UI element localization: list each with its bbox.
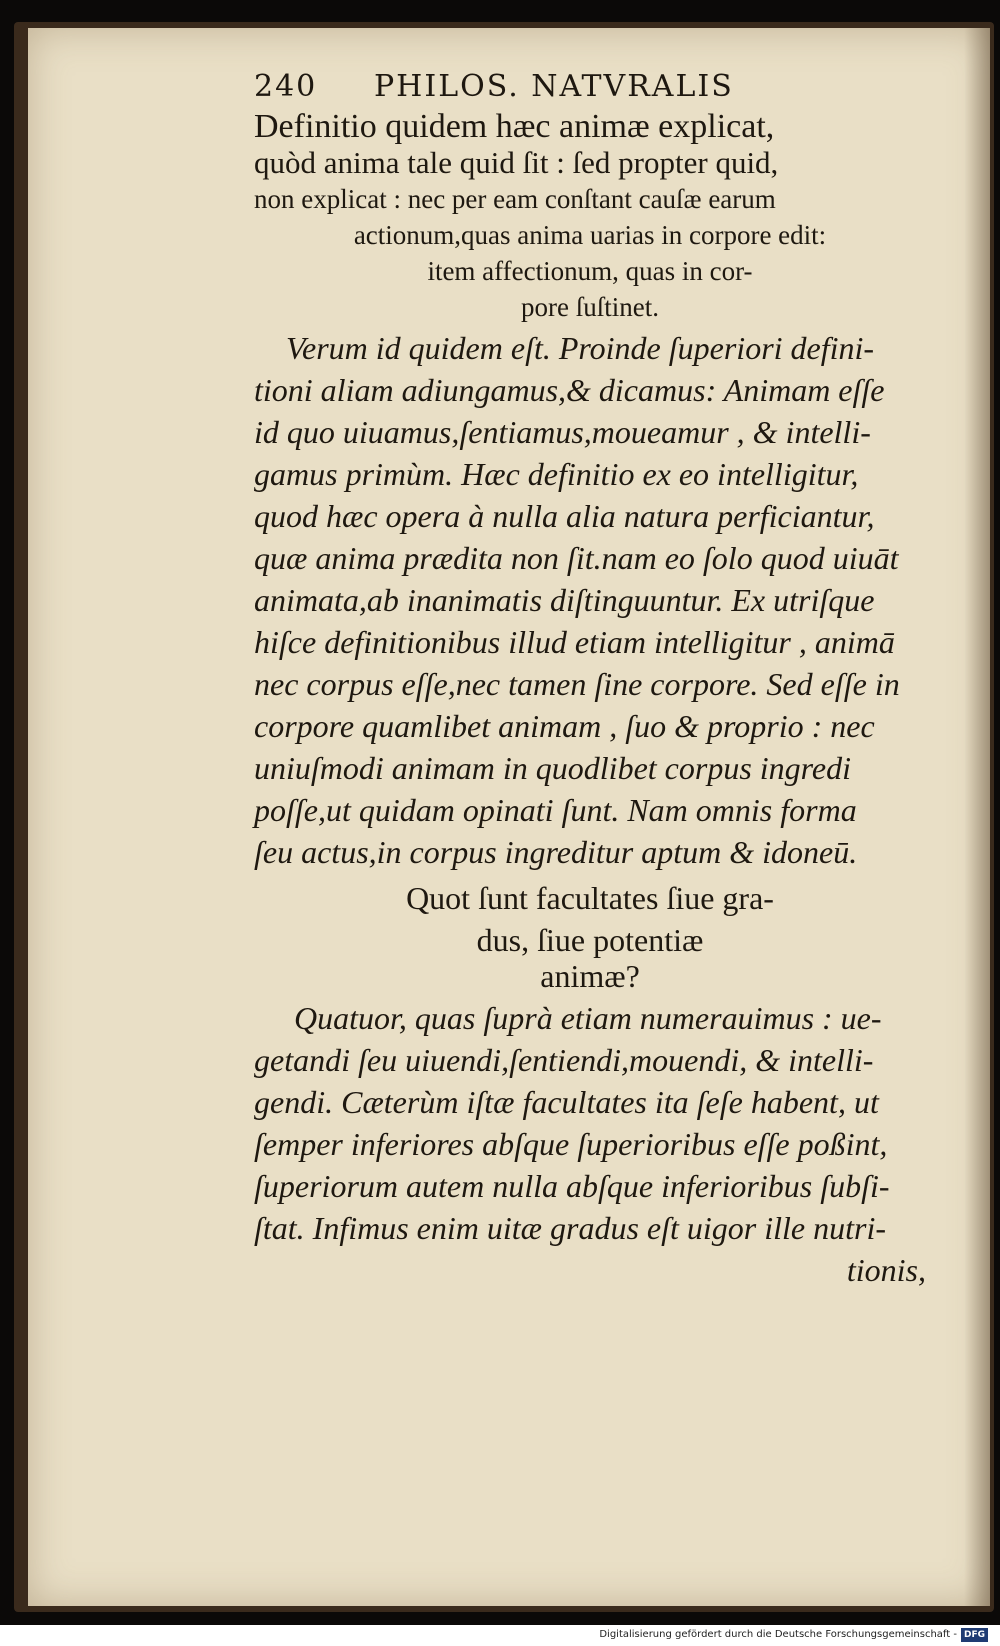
page-header (254, 65, 926, 109)
question-heading (254, 877, 926, 997)
text-line: Quatuor, quas ſuprà etiam numerauimus : ue- (294, 1000, 882, 1036)
text-line: getandi ſeu uiuendi,ſentiendi,mouendi, & intelli- (254, 1042, 874, 1078)
text-block (254, 65, 926, 1291)
text-line: nec corpus eſſe,nec tamen ſine corpore. Sed eſſe in (254, 666, 900, 702)
text-line: Verum id quidem eſt. Proinde ſuperiori defini- (286, 330, 875, 366)
paragraph-definition (254, 109, 926, 325)
running-title: PHILOS. NATVRALIS (374, 69, 734, 104)
text-line: tioni aliam adiungamus,& dicamus: Animam eſſe (254, 372, 885, 408)
catchword: tionis, (846, 1252, 926, 1288)
text-line: ſeu actus,in corpus ingreditur aptum & idoneū. (254, 834, 858, 870)
spine-shadow (964, 28, 990, 1606)
text-line: quod hæc opera à nulla alia natura perficiantur, (254, 498, 875, 534)
text-line: item affectionum, quas in cor- (427, 256, 753, 286)
text-line: poſſe,ut quidam opinati ſunt. Nam omnis forma (254, 792, 857, 828)
text-line: ſemper inferiores abſque ſuperioribus eſſe poßint, (254, 1126, 888, 1162)
text-line: uniuſmodi animam in quodlibet corpus ingredi (254, 750, 852, 786)
text-line: Quot ſunt facultates ſiue gra- (406, 880, 774, 916)
text-line: Definitio quidem hæc animæ explicat, (254, 108, 775, 145)
text-line: hiſce definitionibus illud etiam intelligitur , animā (254, 624, 895, 660)
text-line: pore ſuſtinet. (521, 292, 659, 322)
text-line: corpore quamlibet animam , ſuo & proprio : nec (254, 708, 875, 744)
page-number: 240 (254, 69, 318, 104)
paragraph-answer-1 (254, 327, 926, 873)
text-line: animæ? (540, 958, 640, 994)
paragraph-answer-2 (254, 997, 926, 1291)
text-line: animata,ab inanimatis diſtinguuntur. Ex utriſque (254, 582, 875, 618)
text-line: gamus primùm. Hæc definitio ex eo intelligitur, (254, 456, 859, 492)
text-line: dus, ſiue potentiæ (476, 922, 704, 958)
text-line: ſtat. Infimus enim uitæ gradus eſt uigor ille nutri- (254, 1210, 886, 1246)
text-line: non explicat : nec per eam conſtant cauſæ earum (254, 184, 776, 214)
text-line: ſuperiorum autem nulla abſque inferioribus ſubſi- (254, 1168, 890, 1204)
text-line: quòd anima tale quid ſit : ſed propter quid, (254, 145, 779, 180)
digitization-footer (0, 1625, 1000, 1645)
text-line: id quo uiuamus,ſentiamus,moueamur , & intelli- (254, 414, 871, 450)
text-line: quæ anima prædita non ſit.nam eo ſolo quod uiuāt (254, 540, 899, 576)
footer-text: Digitalisierung gefördert durch die Deutsche Forschungsgemeinschaft - (599, 1629, 957, 1640)
dfg-logo: DFG (961, 1628, 988, 1642)
text-line: gendi. Cæterùm iſtæ facultates ita ſeſe habent, ut (254, 1084, 879, 1120)
text-line: actionum,quas anima uarias in corpore edit: (353, 220, 827, 250)
